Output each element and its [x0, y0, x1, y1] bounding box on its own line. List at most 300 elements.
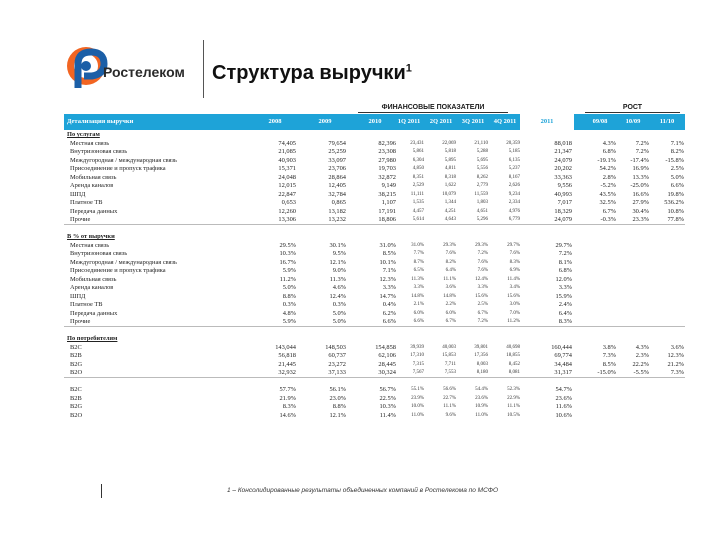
page-title: Структура выручки$^1$: [212, 62, 412, 84]
table-row: [64, 403, 685, 411]
cell-col-2q2011: 8.2%: [445, 259, 456, 265]
cell-col-1q2011: 4,457: [412, 208, 424, 214]
cell-col-09-08: -0.3%: [600, 216, 616, 223]
cell-col-2q2011: 7.6%: [445, 251, 456, 256]
row-label: Присоединение и пропуск трафика: [70, 165, 166, 172]
cell-col-1q2011: 8.7%: [413, 259, 424, 265]
table-row: [64, 157, 685, 165]
cell-col-4q2011: 2,334: [508, 200, 520, 205]
cell-col-2q2011: 29.3%: [443, 242, 456, 248]
cell-col-1q2011: 6.6%: [413, 319, 424, 324]
cell-col-11-10: 21.2%: [667, 360, 684, 368]
cell-col-2q2011: 5,818: [444, 149, 456, 154]
header-col-4q2011: 4Q 2011: [493, 118, 517, 125]
row-label: B2O: [70, 411, 83, 419]
cell-col-2010: 56.7%: [379, 386, 396, 393]
table-row: [64, 199, 685, 207]
cell-col-2011: 7,017: [557, 199, 572, 206]
cell-col-09-08: 32.5%: [599, 199, 616, 206]
cell-col-2011: 3.3%: [558, 284, 572, 291]
row-label: B2G: [70, 403, 83, 410]
header-col-2008: 2008: [268, 118, 282, 125]
row-label: Местная связь: [70, 139, 110, 147]
cell-col-2q2011: 11.1%: [443, 404, 456, 409]
cell-col-2q2011: 6.0%: [445, 310, 456, 316]
cell-col-1q2011: 6.5%: [413, 268, 424, 273]
cell-col-10-09: 23.3%: [632, 216, 649, 223]
cell-col-2010: 0.4%: [382, 301, 396, 308]
section-header: [64, 233, 685, 241]
cell-col-2q2011: 56.6%: [443, 387, 456, 392]
cell-col-1q2011: 14.8%: [411, 293, 424, 299]
row-label: По потребителям: [67, 335, 118, 342]
cell-col-2010: 1,107: [381, 199, 396, 206]
cell-col-2009: 0.3%: [332, 301, 346, 308]
cell-col-4q2011: 11.4%: [507, 276, 520, 282]
cell-col-09-08: 7.3%: [602, 352, 616, 359]
cell-col-2q2011: 8,318: [444, 174, 456, 180]
cell-col-2008: 22,847: [278, 190, 296, 198]
cell-col-1q2011: 17,310: [410, 353, 424, 358]
cell-col-2q2011: 3.6%: [445, 285, 456, 290]
cell-col-2010: 38,215: [378, 190, 396, 198]
table-row: [64, 250, 685, 258]
cell-col-2010: 31.0%: [379, 241, 396, 249]
table-row: [64, 165, 685, 173]
cell-col-2008: 5.9%: [282, 267, 296, 274]
cell-col-2010: 19,703: [378, 165, 396, 172]
cell-col-2008: 32,932: [278, 369, 296, 376]
cell-col-2009: 33,097: [328, 156, 346, 164]
cell-col-2011: 15.9%: [555, 292, 572, 300]
cell-col-11-10: 536.2%: [664, 199, 684, 206]
cell-col-2010: 3.3%: [382, 284, 396, 291]
row-label: Междугородная / международная связь: [70, 258, 177, 266]
cell-col-2011: 11.6%: [555, 403, 572, 410]
row-label: Передача данных: [70, 207, 118, 215]
cell-col-2010: 22.5%: [379, 394, 396, 402]
table-row: [64, 276, 685, 284]
cell-col-3q2011: 5,288: [476, 149, 488, 154]
cell-col-2009: 23,272: [328, 360, 346, 368]
cell-col-4q2011: 3.0%: [509, 302, 520, 307]
cell-col-4q2011: 18,855: [506, 353, 520, 358]
cell-col-2010: 23,308: [378, 148, 396, 155]
cell-col-1q2011: 1,535: [412, 200, 424, 205]
cell-col-2011: 88,018: [554, 139, 572, 147]
cell-col-3q2011: 17,356: [474, 353, 488, 358]
cell-col-1q2011: 39,939: [410, 344, 424, 350]
cell-col-2008: 57.7%: [279, 386, 296, 393]
cell-col-2q2011: 22,069: [442, 140, 456, 146]
cell-col-2008: 0.3%: [282, 301, 296, 308]
cell-col-1q2011: 7,315: [412, 361, 424, 367]
cell-col-2009: 12.1%: [329, 411, 346, 419]
cell-col-11-10: 12.3%: [667, 352, 684, 359]
row-label: Присоединение и пропуск трафика: [70, 267, 166, 274]
cell-col-2008: 8.3%: [282, 403, 296, 410]
cell-col-3q2011: 5,556: [476, 166, 488, 171]
cell-col-2009: 11.3%: [329, 275, 346, 283]
cell-col-2008: 21.9%: [279, 394, 296, 402]
cell-col-2010: 62,106: [378, 352, 396, 359]
cell-col-10-09: 27.9%: [632, 199, 649, 206]
cell-col-2011: 8.3%: [558, 318, 572, 325]
cell-col-2009: 12,405: [328, 182, 346, 189]
cell-col-4q2011: 4,976: [508, 208, 520, 214]
cell-col-2008: 21,445: [278, 360, 296, 368]
cell-col-2q2011: 15,853: [442, 353, 456, 358]
cell-col-09-08: -15.0%: [597, 369, 616, 376]
row-label: B2O: [70, 369, 83, 376]
cell-col-3q2011: 15.6%: [475, 293, 488, 299]
cell-col-2009: 12.1%: [329, 258, 346, 266]
row-label: Аренда каналов: [70, 182, 114, 189]
cell-col-2011: 2.4%: [558, 301, 572, 308]
cell-col-09-08: 43.5%: [599, 190, 616, 198]
cell-col-10-09: 30.4%: [632, 207, 649, 215]
cell-col-2009: 25,259: [328, 148, 346, 155]
cell-col-3q2011: 7.2%: [477, 251, 488, 256]
cell-col-2008: 5.9%: [282, 318, 296, 325]
cell-col-2009: 5.0%: [332, 318, 346, 325]
cell-col-2010: 10.1%: [379, 258, 396, 266]
row-label: B2B: [70, 352, 82, 359]
cell-col-10-09: 13.3%: [632, 173, 649, 181]
cell-col-2q2011: 4,251: [444, 208, 456, 214]
cell-col-4q2011: 2,626: [508, 183, 520, 188]
header-label: Детализация выручки: [67, 118, 134, 125]
cell-col-2009: 13,232: [328, 216, 346, 223]
table-header: [64, 114, 685, 130]
table-row: [64, 259, 685, 267]
cell-col-1q2011: 23.9%: [411, 395, 424, 401]
row-label: B2B: [70, 394, 82, 402]
row-label: Мобильная связь: [70, 173, 117, 181]
cell-col-2009: 30.1%: [329, 241, 346, 249]
header-divider: [203, 40, 204, 98]
cell-col-1q2011: 7,567: [412, 370, 424, 375]
cell-col-11-10: 5.0%: [670, 173, 684, 181]
table-row: [64, 140, 685, 148]
cell-col-2009: 0,865: [331, 199, 346, 206]
footnote: 1 – Консолидированные результаты объединенных компаний в Ростелекома по МСФО: [227, 487, 498, 494]
section-header: [64, 131, 685, 139]
cell-col-3q2011: 7.2%: [477, 319, 488, 324]
cell-col-10-09: 22.2%: [632, 360, 649, 368]
cell-col-2010: 11.4%: [379, 411, 396, 419]
cell-col-2q2011: 22.7%: [443, 395, 456, 401]
cell-col-4q2011: 6,779: [508, 217, 520, 222]
cell-col-3q2011: 54.4%: [475, 387, 488, 392]
cell-col-2010: 154,858: [375, 343, 396, 351]
cell-col-3q2011: 11,559: [474, 191, 488, 197]
cell-col-4q2011: 5,185: [508, 149, 520, 154]
cell-col-1q2011: 11.0%: [411, 412, 424, 418]
cell-col-4q2011: 6.9%: [509, 268, 520, 273]
table-row: [64, 395, 685, 403]
table-row: [64, 344, 685, 352]
group-financial-label: ФИНАНСОВЫЕ ПОКАЗАТЕЛИ: [358, 104, 508, 113]
cell-col-4q2011: 6,135: [508, 157, 520, 163]
cell-col-4q2011: 29.7%: [507, 242, 520, 248]
cell-col-4q2011: 7.0%: [509, 310, 520, 316]
table-row: [64, 148, 685, 156]
cell-col-2008: 4.8%: [282, 309, 296, 317]
cell-col-4q2011: 8,167: [508, 174, 520, 180]
cell-col-2009: 9.0%: [332, 267, 346, 274]
cell-col-2011: 18,329: [554, 207, 572, 215]
cell-col-2011: 29.7%: [555, 241, 572, 249]
cell-col-2011: 12.0%: [555, 275, 572, 283]
cell-col-3q2011: 10.9%: [475, 404, 488, 409]
cell-col-2010: 28,445: [378, 360, 396, 368]
cell-col-2011: 7.2%: [558, 250, 572, 257]
cell-col-2008: 5.0%: [282, 284, 296, 291]
cell-col-4q2011: 10.5%: [507, 412, 520, 418]
cell-col-2008: 40,903: [278, 156, 296, 164]
cell-col-4q2011: 20,359: [506, 140, 520, 146]
cell-col-2008: 56,818: [278, 352, 296, 359]
cell-col-4q2011: 8,452: [508, 361, 520, 367]
cell-col-11-10: 19.8%: [667, 190, 684, 198]
cell-col-10-09: -25.0%: [630, 182, 649, 189]
table-row: [64, 369, 685, 378]
cell-col-2q2011: 10,079: [442, 191, 456, 197]
cell-col-3q2011: 7.6%: [477, 259, 488, 265]
cell-col-1q2011: 11,111: [410, 191, 424, 197]
table-row: [64, 301, 685, 309]
cell-col-09-08: 54.2%: [599, 165, 616, 172]
cell-col-10-09: 7.2%: [635, 139, 649, 147]
cell-col-2011: 34,484: [554, 360, 572, 368]
cell-col-2008: 10.3%: [279, 250, 296, 257]
cell-col-3q2011: 8,262: [476, 174, 488, 180]
table-row: [64, 352, 685, 360]
cell-col-1q2011: 7.7%: [413, 251, 424, 256]
cell-col-09-08: 6.8%: [602, 148, 616, 155]
cell-col-4q2011: 52.3%: [507, 387, 520, 392]
cell-col-1q2011: 31.0%: [411, 242, 424, 248]
table-row: [64, 310, 685, 318]
cell-col-2011: 24,079: [554, 216, 572, 223]
cell-col-1q2011: 3.3%: [413, 285, 424, 290]
cell-col-11-10: 6.6%: [670, 182, 684, 189]
cell-col-09-08: 8.5%: [602, 360, 616, 368]
cell-col-2009: 28,864: [328, 173, 346, 181]
header-col-11-10: 11/10: [659, 118, 675, 125]
cell-col-2010: 9,149: [381, 182, 396, 189]
cell-col-2010: 18,806: [378, 216, 396, 223]
row-label: По услугам: [67, 131, 100, 138]
cell-col-1q2011: 2.1%: [413, 302, 424, 307]
cell-col-2q2011: 1,622: [444, 183, 456, 188]
row-label: B2G: [70, 360, 83, 368]
table-row: [64, 361, 685, 369]
cell-col-1q2011: 11.3%: [411, 276, 424, 282]
cell-col-2010: 6.2%: [382, 309, 396, 317]
cell-col-2009: 13,182: [328, 207, 346, 215]
cell-col-4q2011: 3.4%: [509, 285, 520, 290]
row-label: Местная связь: [70, 241, 110, 249]
cell-col-4q2011: 22.9%: [507, 395, 520, 401]
table-row: [64, 412, 685, 420]
cell-col-3q2011: 3.3%: [477, 285, 488, 290]
cell-col-3q2011: 39,801: [474, 344, 488, 350]
cell-col-2009: 23.0%: [329, 394, 346, 402]
cell-col-2011: 24,079: [554, 156, 572, 164]
cell-col-2010: 6.6%: [382, 318, 396, 325]
cell-col-2009: 5.0%: [332, 309, 346, 317]
cell-col-3q2011: 7.6%: [477, 268, 488, 273]
cell-col-4q2011: 8.3%: [509, 259, 520, 265]
cell-col-11-10: 7.1%: [670, 139, 684, 147]
cell-col-11-10: -15.8%: [665, 156, 684, 164]
table-row: [64, 386, 685, 394]
cell-col-2008: 74,405: [278, 139, 296, 147]
header-col-10-09: 10/09: [625, 118, 641, 125]
cell-col-3q2011: 5,695: [476, 157, 488, 163]
table-row: [64, 208, 685, 216]
table-row: [64, 191, 685, 199]
cell-col-1q2011: 23,431: [410, 140, 424, 146]
cell-col-09-08: 4.3%: [602, 139, 616, 147]
cell-col-2q2011: 4,643: [444, 217, 456, 222]
header-col-3q2011: 3Q 2011: [461, 118, 485, 125]
cell-col-2011: 10.6%: [555, 411, 572, 419]
cell-col-2011: 20,202: [554, 165, 572, 172]
cell-col-2q2011: 6.4%: [445, 268, 456, 273]
row-label: Платное ТВ: [70, 301, 103, 308]
header-col-2010: 2010: [368, 118, 382, 125]
cell-col-3q2011: 6.7%: [477, 310, 488, 316]
table-row: [64, 293, 685, 301]
cell-col-09-08: -5.2%: [600, 182, 616, 189]
cell-col-2010: 12.3%: [379, 275, 396, 283]
cell-col-2q2011: 5,895: [444, 157, 456, 163]
cell-col-2011: 31,317: [554, 369, 572, 376]
header-col-2011: 2011: [520, 114, 574, 130]
cell-col-09-08: -19.1%: [597, 156, 616, 164]
cell-col-2q2011: 9.6%: [445, 412, 456, 418]
cell-col-2011: 40,993: [554, 190, 572, 198]
cell-col-2010: 14.7%: [379, 292, 396, 300]
cell-col-10-09: 16.9%: [632, 165, 649, 172]
cell-col-3q2011: 8,180: [476, 370, 488, 375]
cell-col-4q2011: 7.6%: [509, 251, 520, 256]
cell-col-2011: 54.7%: [555, 386, 572, 393]
cell-col-11-10: 8.2%: [670, 148, 684, 155]
cell-col-2011: 9,556: [557, 182, 572, 189]
cell-col-3q2011: 5,296: [476, 217, 488, 222]
cell-col-2010: 17,191: [378, 207, 396, 215]
table-row: [64, 182, 685, 190]
cell-col-3q2011: 4,651: [476, 208, 488, 214]
cell-col-2008: 13,306: [278, 216, 296, 223]
cell-col-2008: 16.7%: [279, 258, 296, 266]
cell-col-2010: 8.5%: [382, 250, 396, 257]
header-col-09-08: 09/08: [592, 118, 608, 125]
cell-col-10-09: -5.5%: [633, 369, 649, 376]
row-label: Аренда каналов: [70, 284, 114, 291]
cell-col-11-10: 77.8%: [667, 216, 684, 223]
cell-col-2009: 37,133: [328, 369, 346, 376]
table-row: [64, 216, 685, 225]
cell-col-3q2011: 2.5%: [477, 302, 488, 307]
cell-col-1q2011: 5,861: [412, 149, 424, 154]
row-label: Передача данных: [70, 309, 118, 317]
cell-col-2010: 10.3%: [379, 403, 396, 410]
cell-col-10-09: 7.2%: [635, 148, 649, 155]
footer-divider: [101, 484, 102, 498]
cell-col-2008: 24,048: [278, 173, 296, 181]
cell-col-2009: 4.6%: [332, 284, 346, 291]
cell-col-2009: 56.1%: [329, 386, 346, 393]
cell-col-2010: 82,396: [378, 139, 396, 147]
table-row: [64, 318, 685, 327]
cell-col-3q2011: 2,779: [476, 183, 488, 188]
cell-col-1q2011: 55.1%: [411, 387, 424, 392]
cell-col-2009: 148,503: [325, 343, 346, 351]
cell-col-1q2011: 8,351: [412, 174, 424, 180]
cell-col-10-09: 4.3%: [635, 343, 649, 351]
cell-col-2009: 12.4%: [329, 292, 346, 300]
row-label: В % от выручки: [67, 233, 115, 240]
cell-col-3q2011: 29.3%: [475, 242, 488, 248]
cell-col-2q2011: 7,553: [444, 370, 456, 375]
cell-col-2009: 32,784: [328, 190, 346, 198]
cell-col-11-10: 10.8%: [667, 207, 684, 215]
cell-col-11-10: 7.3%: [670, 369, 684, 376]
cell-col-3q2011: 23.6%: [475, 395, 488, 401]
cell-col-2q2011: 40,003: [442, 344, 456, 350]
table-row: [64, 267, 685, 275]
cell-col-2q2011: 14.8%: [443, 293, 456, 299]
cell-col-2011: 33,363: [554, 173, 572, 181]
cell-col-2010: 32,872: [378, 173, 396, 181]
cell-col-2008: 143,044: [275, 343, 296, 351]
cell-col-10-09: 2.3%: [635, 352, 649, 359]
cell-col-3q2011: 21,110: [474, 140, 488, 146]
cell-col-4q2011: 9,234: [508, 191, 520, 197]
row-label: Междугородная / международная связь: [70, 156, 177, 164]
cell-col-3q2011: 12.4%: [475, 276, 488, 282]
row-label: B2C: [70, 343, 82, 351]
cell-col-2008: 12,260: [278, 207, 296, 215]
cell-col-10-09: -17.4%: [630, 156, 649, 164]
cell-col-2008: 8.8%: [282, 292, 296, 300]
cell-col-11-10: 3.6%: [670, 343, 684, 351]
cell-col-4q2011: 40,698: [506, 344, 520, 350]
cell-col-2008: 12,015: [278, 182, 296, 189]
cell-col-4q2011: 8,081: [508, 370, 520, 375]
cell-col-11-10: 2.5%: [670, 165, 684, 172]
table-row: [64, 284, 685, 292]
table-row: [64, 174, 685, 182]
group-growth-label: РОСТ: [585, 104, 680, 113]
header-col-2q2011: 2Q 2011: [429, 118, 453, 125]
cell-col-1q2011: 5,614: [412, 217, 424, 222]
cell-col-09-08: 2.8%: [602, 173, 616, 181]
cell-col-2011: 8.1%: [558, 258, 572, 266]
cell-col-1q2011: 4,850: [412, 166, 424, 171]
cell-col-2009: 23,706: [328, 165, 346, 172]
cell-col-2008: 21,085: [278, 148, 296, 155]
cell-col-2008: 11.2%: [279, 275, 296, 283]
cell-col-2009: 60,737: [328, 352, 346, 359]
cell-col-2011: 160,444: [551, 343, 572, 351]
cell-col-4q2011: 15.6%: [507, 293, 520, 299]
